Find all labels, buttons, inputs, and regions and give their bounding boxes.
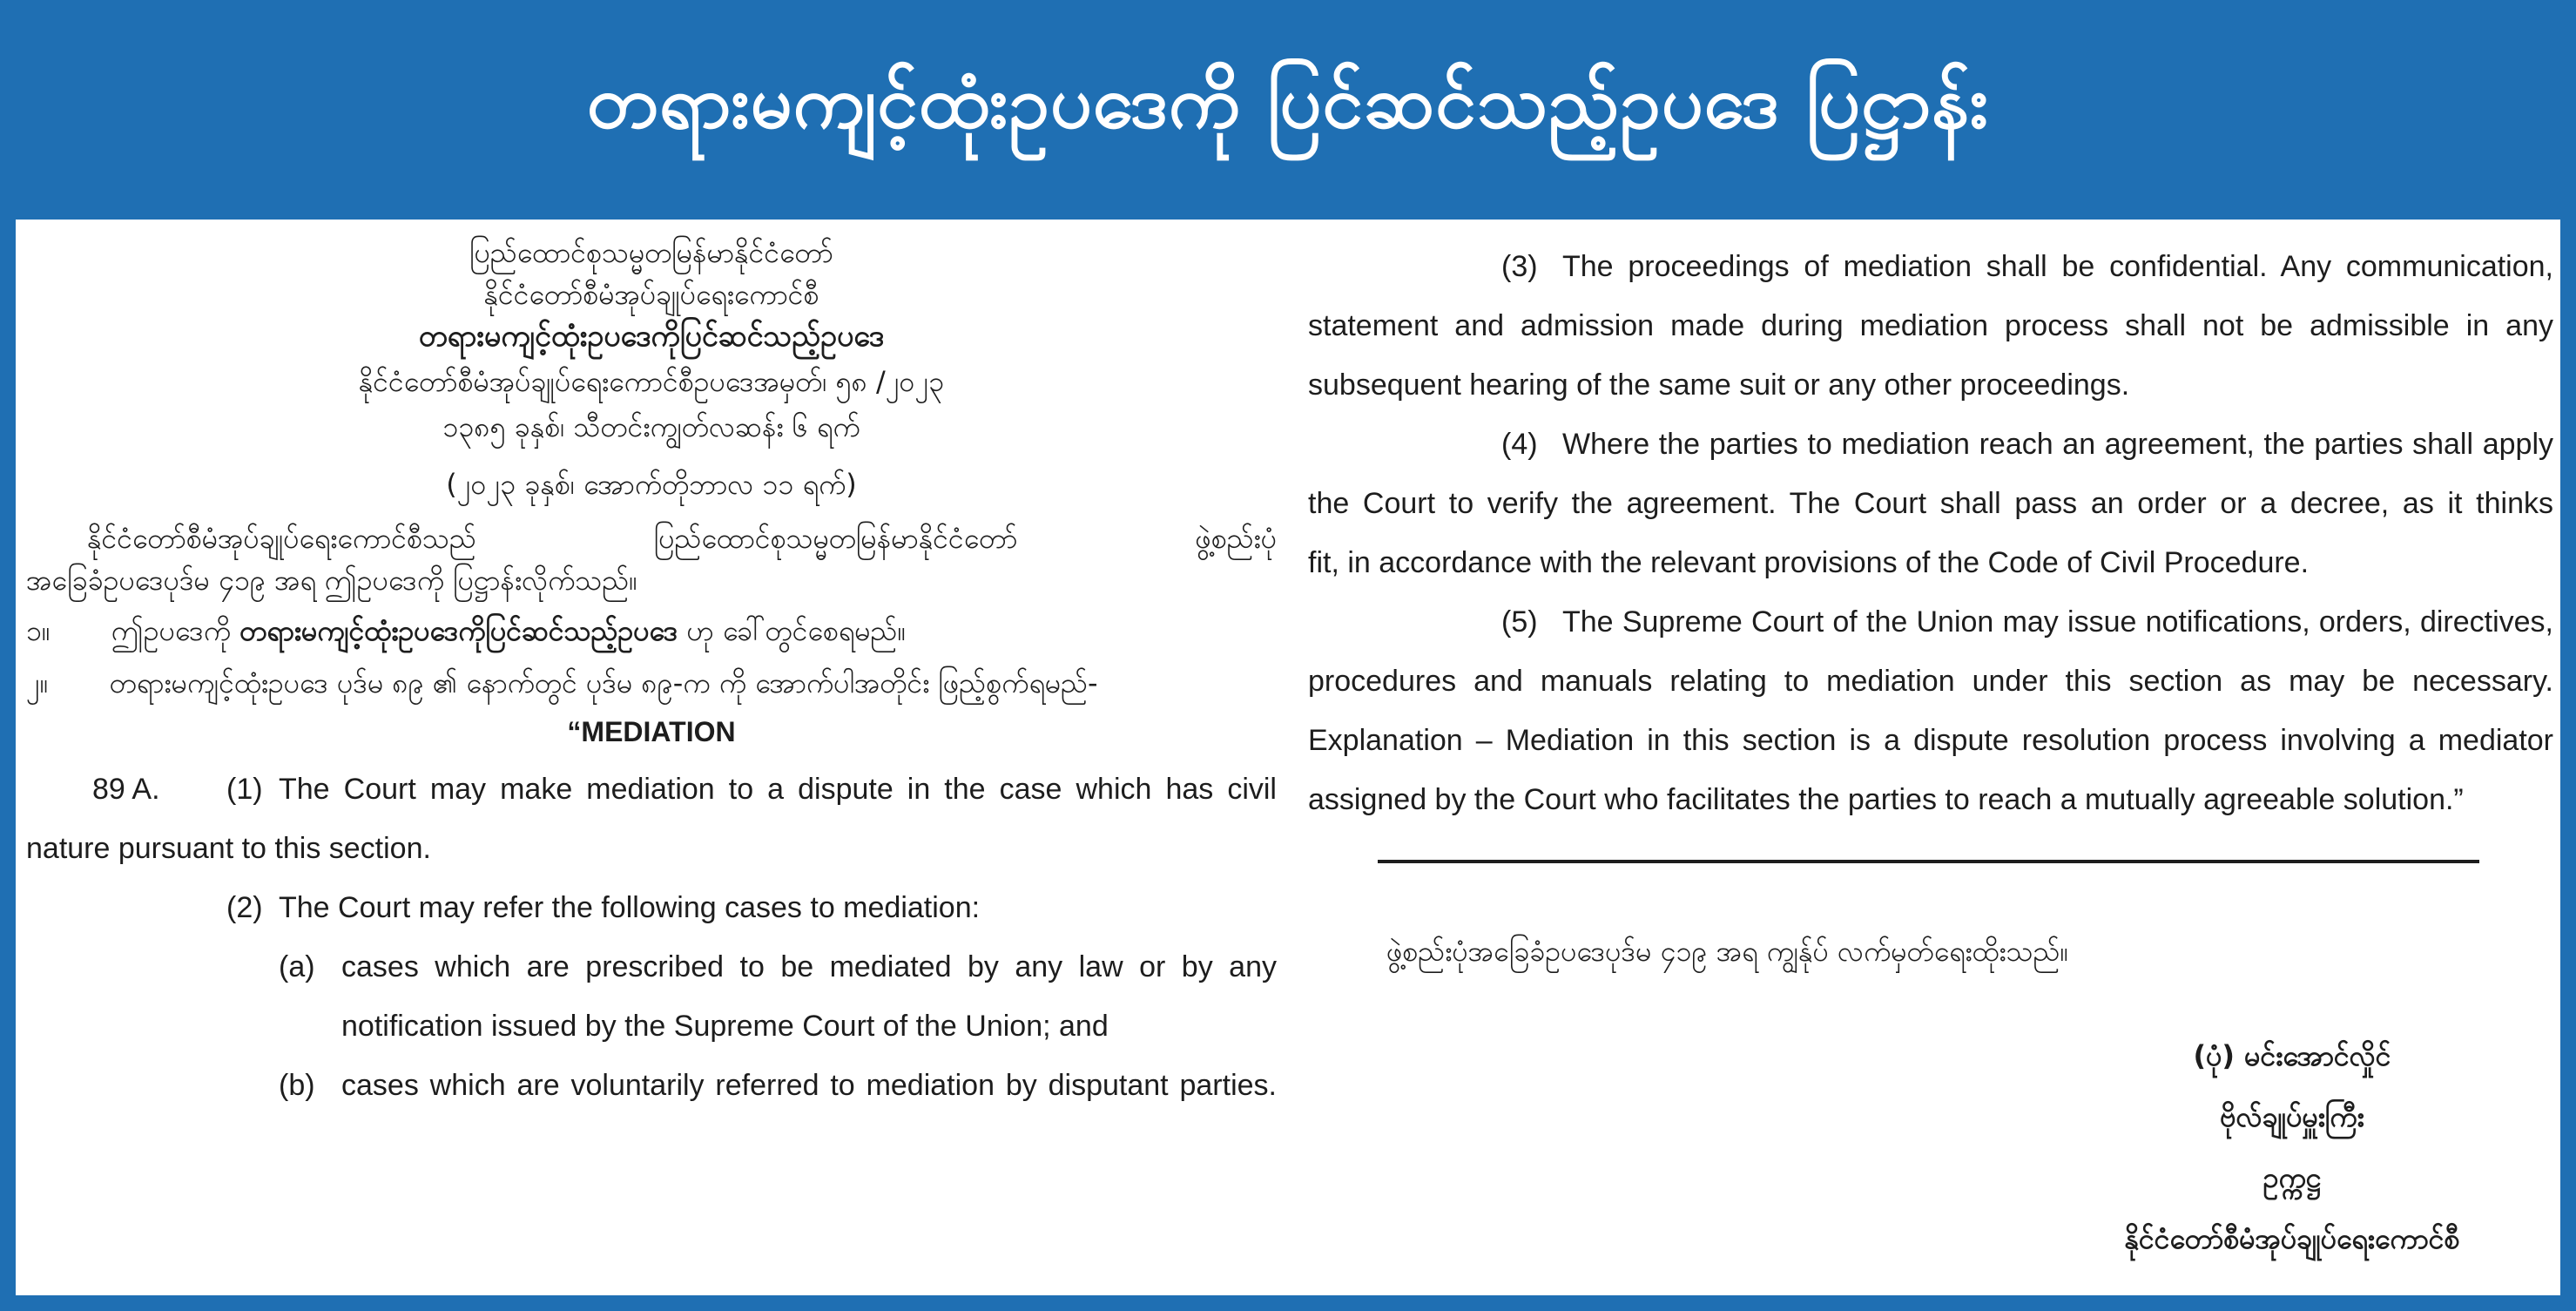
signature-name: (ပုံ) မင်းအောင်လှိုင် (2193, 1039, 2391, 1072)
para-3-line-1: The proceedings of mediation shall be confidential. Any communication, (1562, 250, 2553, 283)
para-4-number: (4) (1501, 428, 1538, 461)
para-3-number: (3) (1501, 250, 1538, 283)
para-5-line-1: The Supreme Court of the Union may issue notifications, orders, directives, (1562, 605, 2553, 639)
signed-note: ဖွဲ့စည်းပုံအခြေခံဥပဒေပုဒ်မ ၄၁၉ အရ ကျွန်ုပ် လက်မှတ်ရေးထိုးသည်။ (1386, 935, 2069, 968)
heading-gregorian-date: (၂၀၂၃ ခုနှစ်၊ အောက်တိုဘာလ ၁၁ ရက်) (446, 468, 857, 501)
section-1 (26, 613, 906, 648)
section-89a-1-line-2: nature pursuant to this section. (26, 832, 431, 865)
item-a-line-2: notification issued by the Supreme Court of the Union; and (341, 1010, 1109, 1043)
section-1-text-b: ဟု ခေါ်တွင်စေရမည်။ (686, 614, 907, 647)
para-5-number: (5) (1501, 605, 1538, 639)
left-column (26, 220, 1277, 1295)
para-5-line-2: procedures and manuals relating to mediation under this section as may be necessary. (1308, 665, 2553, 698)
heading-law-number: နိုင်ငံတော်စီမံအုပ်ချုပ်ရေးကောင်စီဥပဒေအမှတ်၊ ၅၈ /၂၀၂၃ (358, 365, 945, 398)
preamble-line-2: အခြေခံဥပဒေပုဒ်မ ၄၁၉ အရ ဤဥပဒေကို ပြဋ္ဌာန်းလိုက်သည်။ (26, 564, 637, 597)
signature-divider (1378, 860, 2479, 863)
section-89a-2-text: The Court may refer the following cases to mediation: (279, 891, 981, 924)
preamble-line-1: နိုင်ငံတော်စီမံအုပ်ချုပ်ရေးကောင်စီသည် ပြည်ထောင်စုသမ္မတမြန်မာနိုင်ငံတော် ဖွဲ့စည်းပုံ (87, 522, 1277, 555)
section-2-text: တရားမကျင့်ထုံးဥပဒေ ပုဒ်မ ၈၉ ၏ နောက်တွင် ပုဒ်မ ၈၉-က ကို အောက်ပါအတိုင်း ဖြည့်စွက်ရမည်- (109, 666, 1098, 699)
para-4-line-3: fit, in accordance with the relevant provisions of the Code of Civil Procedure. (1308, 546, 2310, 579)
document-body (16, 220, 2560, 1295)
right-column (1308, 220, 2553, 1295)
heading-myanmar-date: ၁၃၈၅ ခုနှစ်၊ သီတင်းကျွတ်လဆန်း ၆ ရက် (442, 410, 860, 443)
para-4-line-1: Where the parties to mediation reach an agreement, the parties shall apply (1562, 428, 2553, 461)
signature-council: နိုင်ငံတော်စီမံအုပ်ချုပ်ရေးကောင်စီ (2124, 1222, 2460, 1255)
page-title: တရားမကျင့်ထုံးဥပဒေကို ပြင်ဆင်သည့်ဥပဒေ ပြဋ္ဌာန်း (586, 59, 1990, 145)
signature-rank: ဗိုလ်ချုပ်မှူးကြီး (2220, 1100, 2364, 1133)
heading-council: နိုင်ငံတော်စီမံအုပ်ချုပ်ရေးကောင်စီ (483, 278, 819, 311)
header-banner (0, 0, 2576, 220)
item-a-number: (a) (279, 950, 315, 983)
section-2-number: ၂။ (26, 666, 49, 699)
section-1-number: ၁။ (26, 614, 51, 647)
item-b-number: (b) (279, 1069, 315, 1102)
para-3-line-2: statement and admission made during mediation process shall not be admissible in any (1308, 309, 2553, 342)
section-89a-label: 89 A. (92, 773, 160, 806)
section-1-text-a: ဤဥပဒေကို (111, 614, 232, 647)
section-89a-2-number: (2) (226, 891, 263, 924)
item-b-text: cases which are voluntarily referred to mediation by disputant parties. (341, 1069, 1277, 1102)
mediation-heading: “MEDIATION (567, 716, 736, 747)
section-89a-1-line-1: The Court may make mediation to a dispute in the case which has civil (279, 773, 1277, 806)
para-3-line-3: subsequent hearing of the same suit or any other proceedings. (1308, 368, 2130, 402)
heading-law-title: တရားမကျင့်ထုံးဥပဒေကိုပြင်ဆင်သည့်ဥပဒေ (418, 319, 885, 354)
section-2 (26, 666, 1098, 700)
heading-country: ပြည်ထောင်စုသမ္မတမြန်မာနိုင်ငံတော် (469, 236, 833, 269)
explanation-line-1: Explanation – Mediation in this section is a dispute resolution process involving a mediator (1308, 724, 2553, 757)
section-89a-1-number: (1) (226, 773, 263, 806)
item-a-line-1: cases which are prescribed to be mediated by any law or by any (341, 950, 1277, 983)
signature-title: ဥက္ကဋ္ဌ (2262, 1161, 2322, 1194)
section-1-law-name: တရားမကျင့်ထုံးဥပဒေကိုပြင်ဆင်သည့်ဥပဒေ (239, 614, 678, 647)
explanation-line-2: assigned by the Court who facilitates the parties to reach a mutually agreeable solution.” (1308, 783, 2464, 816)
para-4-line-2: the Court to verify the agreement. The Court shall pass an order or a decree, as it thinks (1308, 487, 2553, 520)
